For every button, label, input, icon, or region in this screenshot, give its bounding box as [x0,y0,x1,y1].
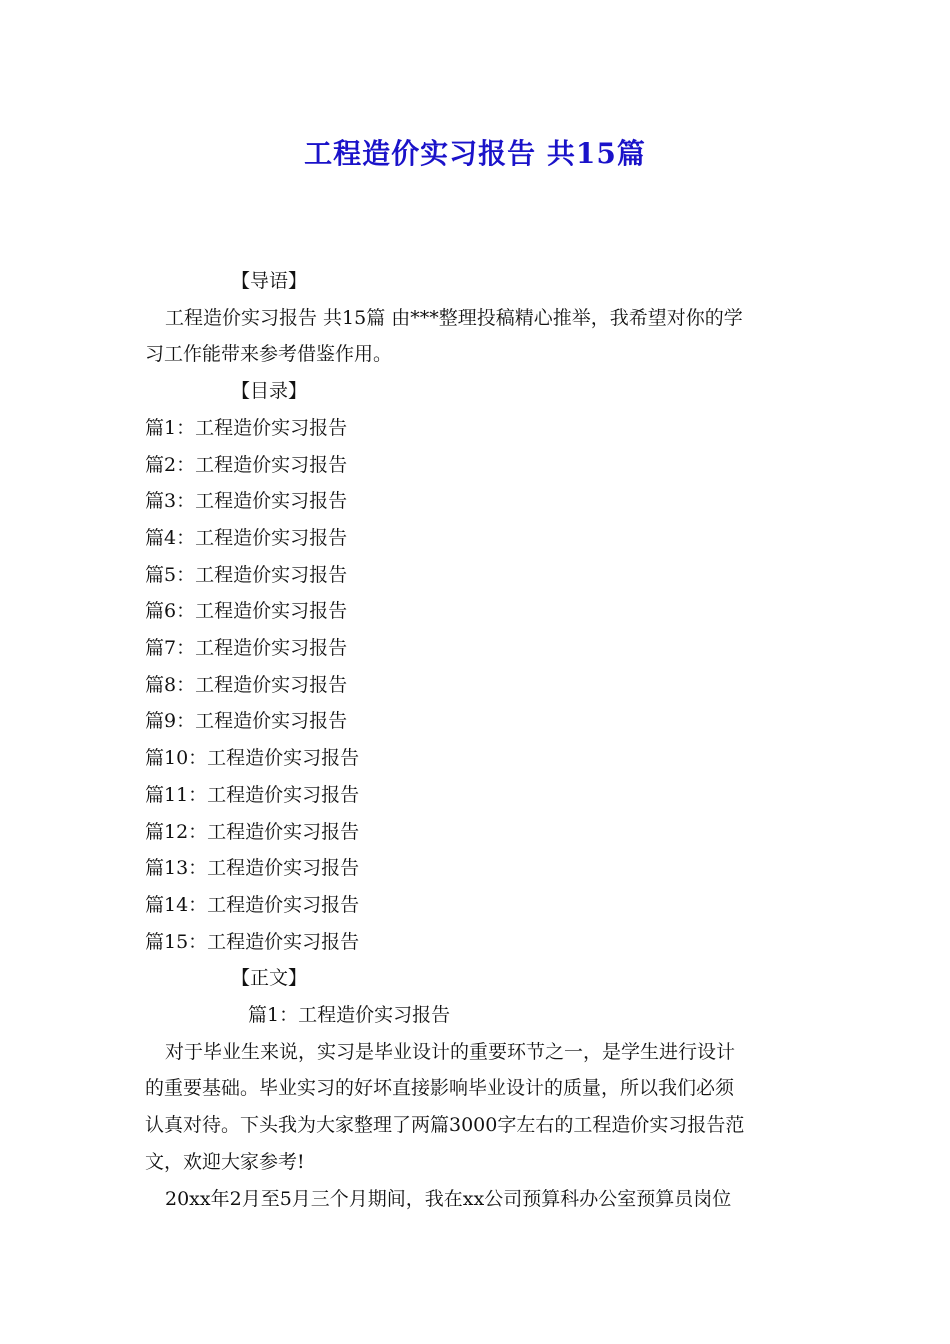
body-text-line: 文，欢迎大家参考! [145,1150,305,1173]
intro-text-line: 习工作能带来参考借鉴作用。 [145,343,393,366]
toc-item[interactable]: 篇7：工程造价实习报告 [145,637,348,660]
intro-heading: 【导语】 [231,270,308,292]
document-body [145,263,810,1217]
body-text-line: 对于毕业生来说，实习是毕业设计的重要环节之一，是学生进行设计 [165,1040,736,1063]
body-text-line: 的重要基础。毕业实习的好坏直接影响毕业设计的质量，所以我们必须 [145,1077,735,1100]
toc-item[interactable]: 篇2：工程造价实习报告 [145,453,348,476]
toc-item[interactable]: 篇6：工程造价实习报告 [145,600,348,623]
body-heading: 【正文】 [231,967,308,990]
toc-heading: 【目录】 [231,380,308,403]
toc-item[interactable]: 篇3：工程造价实习报告 [145,490,348,513]
toc-item[interactable]: 篇9：工程造价实习报告 [145,710,348,733]
toc-item[interactable]: 篇15：工程造价实习报告 [145,930,360,953]
document-title: 工程造价实习报告 共15篇 [304,137,646,170]
body-text-line: 20xx年2月至5月三个月期间，我在xx公司预算科办公室预算员岗位 [165,1187,732,1210]
toc-item[interactable]: 篇1：工程造价实习报告 [145,416,348,439]
intro-text-line: 工程造价实习报告 共15篇 由***整理投稿精心推举，我希望对你的学 [165,306,743,329]
toc-item[interactable]: 篇12：工程造价实习报告 [145,820,360,843]
body-text-line: 认真对待。下头我为大家整理了两篇3000字左右的工程造价实习报告范 [145,1114,745,1137]
toc-item[interactable]: 篇13：工程造价实习报告 [145,857,360,880]
toc-item[interactable]: 篇5：工程造价实习报告 [145,563,348,586]
toc-item[interactable]: 篇14：工程造价实习报告 [145,893,360,916]
toc-item[interactable]: 篇11：工程造价实习报告 [145,783,360,806]
section-heading: 篇1：工程造价实习报告 [248,1004,451,1027]
toc-item[interactable]: 篇10：工程造价实习报告 [145,747,360,770]
toc-item[interactable]: 篇4：工程造价实习报告 [145,526,348,549]
toc-item[interactable]: 篇8：工程造价实习报告 [145,673,348,696]
